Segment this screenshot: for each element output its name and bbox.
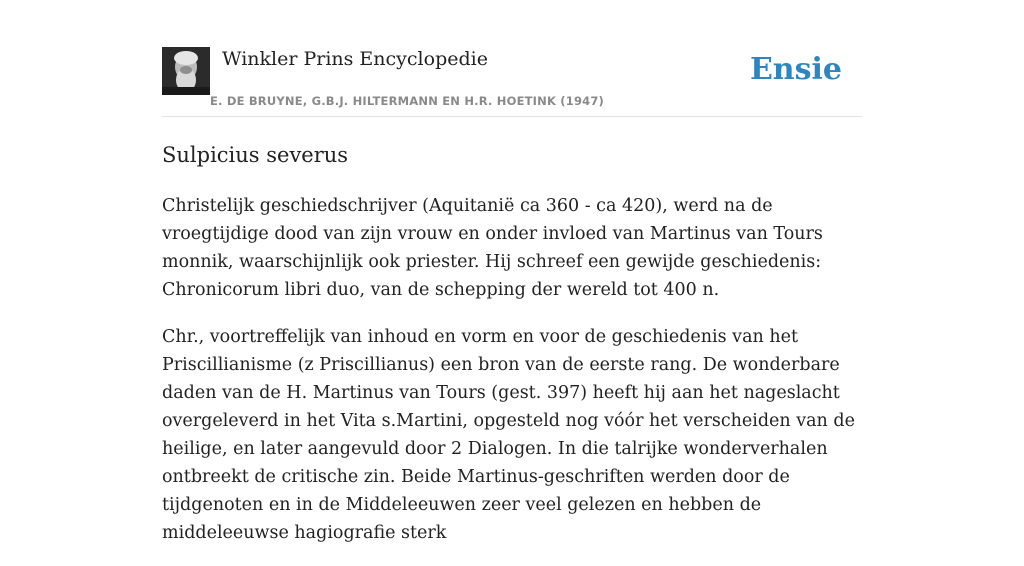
authors-line: E. DE BRUYNE, G.B.J. HILTERMANN EN H.R. HOETINK (1947) — [210, 94, 605, 108]
author-avatar[interactable] — [162, 47, 210, 95]
article-paragraph: Chr., voortreffelijk van inhoud en vorm en voor de geschiedenis van het Priscillianisme (z Priscillianus) een bron van de eerste rang. De wonderbare daden van de H. Martinus van Tours (gest. 397) heeft hij aan het nageslacht overgeleverd in het Vita s.Martini, opgesteld nog vóór het verscheiden van de heilige, en later aangevuld door 2 Dialogen. In die talrijke wonderverhalen ontbreekt de critische zin. Beide Martinus-geschriften werden door de tijdgenoten en in de Middeleeuwen zeer veel gelezen en hebben de middeleeuwse hagiografie sterk — [162, 327, 855, 543]
portrait-icon — [162, 47, 210, 95]
article-title: Sulpicius severus — [162, 143, 349, 167]
source-header — [162, 0, 862, 117]
article-paragraph: Christelijk geschiedschrijver (Aquitanië ca 360 - ca 420), werd na de vroegtijdige dood van zijn vrouw en onder invloed van Martinus van Tours monnik, waarschijnlijk ook priester. Hij schreef een gewijde geschiedenis: Chronicorum libri duo, van de schepping der wereld tot 400 n. — [162, 196, 823, 300]
brand-logo[interactable]: Ensie — [749, 52, 842, 87]
article-body — [162, 192, 862, 566]
page — [162, 0, 862, 543]
source-title[interactable]: Winkler Prins Encyclopedie — [222, 48, 488, 70]
